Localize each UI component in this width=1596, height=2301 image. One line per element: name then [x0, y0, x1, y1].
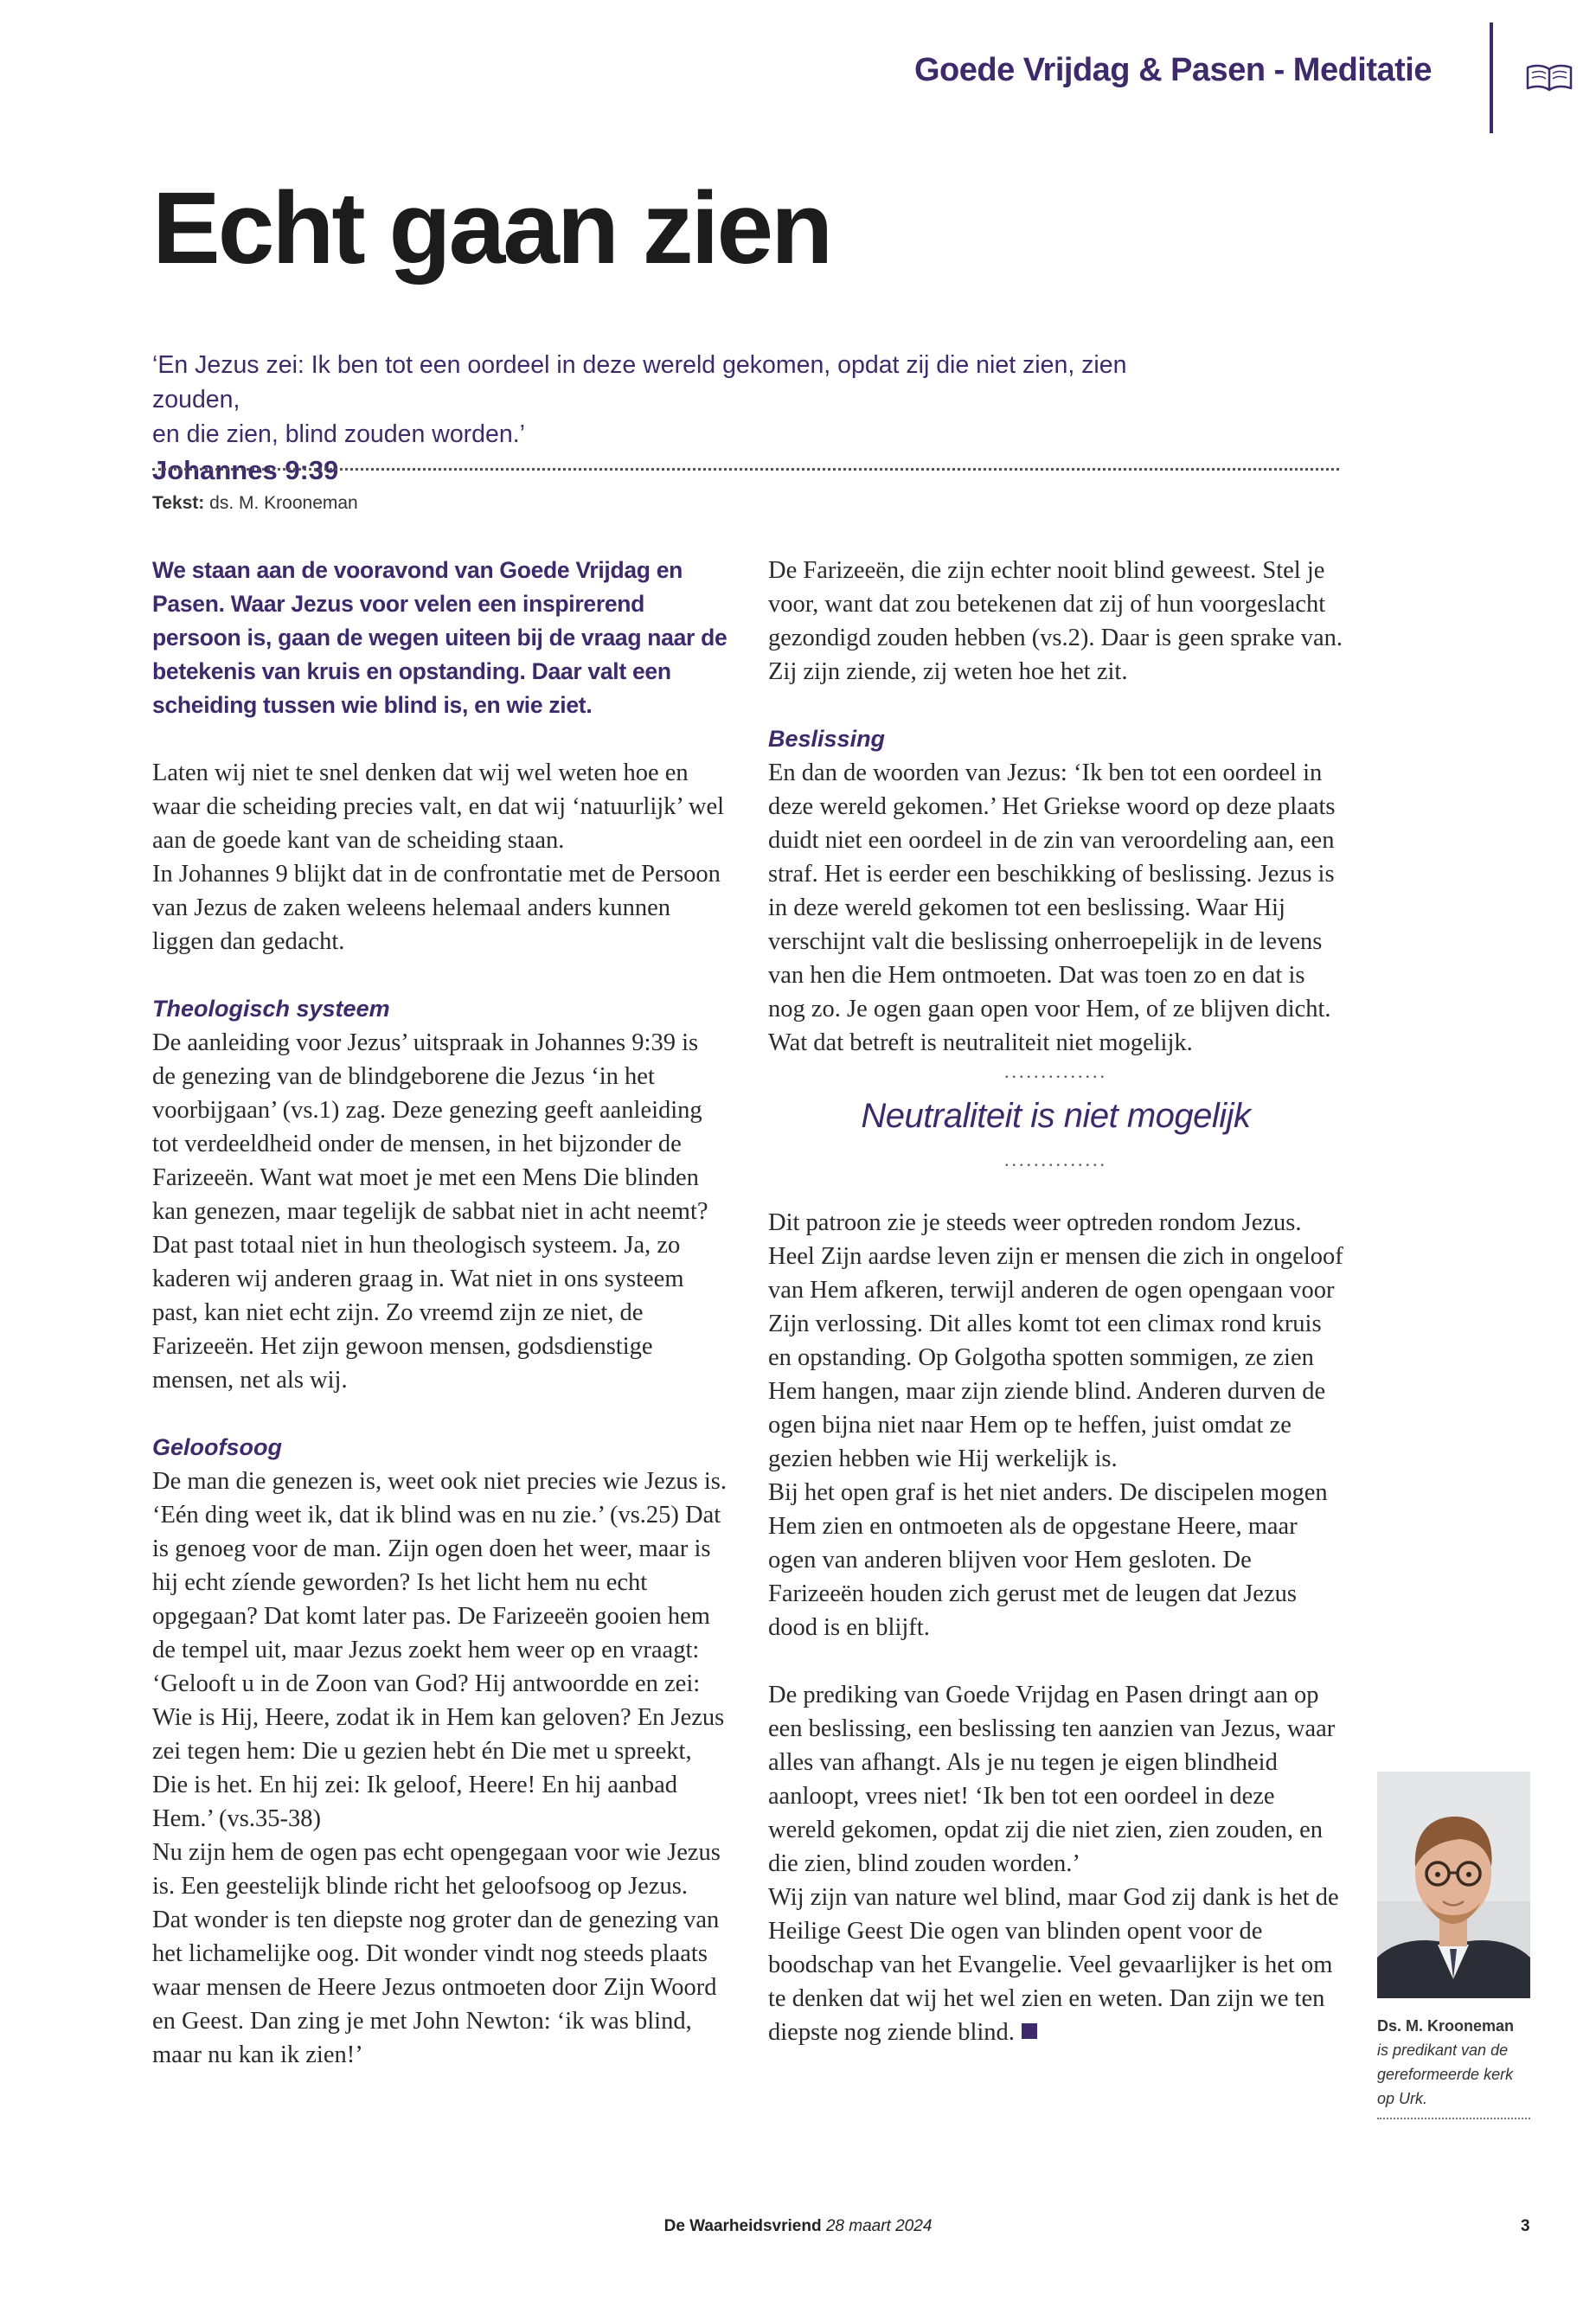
paragraph: Bij het open graf is het niet anders. De discipelen mogen Hem zien en ontmoeten als de opgestane Heere, maar ogen van anderen blijven voor Hem gesloten. De Farizeeën houden zich gerust met de leugen dat Jezus dood is en blijft. [768, 1479, 1328, 1641]
subheading-theologisch-systeem: Theologisch systeem [152, 996, 390, 1022]
paragraph: Laten wij niet te snel denken dat wij wel weten hoe en waar die scheiding precies valt, en dat wij ‘natuurlijk’ wel aan de goede kant van de scheiding staan. [152, 760, 725, 854]
paragraph: En dan de woorden van Jezus: ‘Ik ben tot een oordeel in deze wereld gekomen.’ Het Griekse woord op deze plaats duidt niet een oordeel in de zin van veroordeling aan, een straf. Het is eerder een beschikking of beslissing. Jezus is in deze wereld gekomen tot een beslissing. Waar Hij verschijnt valt die beslissing onherroepelijk in de levens van hen die Hem ontmoeten. Dat was toen zo en dat is nog zo. Je ogen gaan open voor Hem, of ze blijven dicht. Wat dat betreft is neutraliteit niet mogelijk. [768, 760, 1336, 1056]
closing-paragraph [768, 1881, 1343, 2049]
author-caption [1377, 2014, 1530, 2119]
pull-quote-dots-bottom: .............. [1004, 1149, 1107, 1170]
paragraph: In Johannes 9 blijkt dat in de confrontatie met de Persoon van Jezus de zaken weleens helemaal anders kunnen liggen dan gedacht. [152, 861, 721, 955]
verse-line-1: ‘En Jezus zei: Ik ben tot een oordeel in deze wereld gekomen, opdat zij die niet zien, zien zouden, [152, 351, 1127, 413]
byline-author: ds. M. Krooneman [209, 493, 358, 513]
page-number: 3 [1521, 2217, 1530, 2235]
end-mark-icon [1022, 2023, 1037, 2039]
verse-reference: Johannes 9:39 [152, 455, 339, 485]
author-name: Ds. M. Krooneman [1377, 2017, 1515, 2035]
publication-name: De Waarheidsvriend [663, 2217, 822, 2235]
right-column [768, 554, 1343, 2049]
paragraph: De aanleiding voor Jezus’ uitspraak in Johannes 9:39 is de genezing van de blindgeborene die Jezus ‘in het voorbijgaan’ (vs.1) zag. Deze genezing geeft aanleiding tot verdeeldheid onder de mensen, in het bijzonder de Farizeeën. Want wat moet je met een Mens Die blinden kan genezen, maar tegelijk de sabbat niet in acht neemt? Dat past totaal niet in hun theologisch systeem. Ja, zo kaderen wij anderen graag in. Wat niet in ons systeem past, kan niet echt zijn. Zo vreemd zijn ze niet, de Farizeeën. Het zijn gewoon mensen, godsdienstige mensen, net als wij. [152, 1029, 708, 1394]
paragraph: De Farizeeën, die zijn echter nooit blind geweest. Stel je voor, want dat zou betekenen dat zij of hun voorgeslacht gezondigd zouden hebben (vs.2). Daar is geen sprake van. Zij zijn ziende, zij weten hoe het zit. [768, 557, 1343, 685]
author-portrait [1377, 1772, 1530, 1998]
paragraph: Dit patroon zie je steeds weer optreden rondom Jezus. Heel Zijn aardse leven zijn er mensen die zich in ongeloof van Hem afkeren, terwijl anderen de ogen opengaan voor Zijn verlossing. Dit alles komt tot een climax rond kruis en opstanding. Op Golgotha spotten sommigen, ze zien Hem hangen, maar zijn ziende blind. Anderen durven de ogen bijna niet naar Hem op te heffen, juist omdat ze gezien hebben wie Hij werkelijk is. [768, 1209, 1343, 1472]
paragraph: Nu zijn hem de ogen pas echt opengegaan voor wie Jezus is. Een geestelijk blinde richt het geloofsoog op Jezus. Dat wonder is ten diepste nog groter dan de genezing van het lichamelijke oog. Dit wonder vindt nog steeds plaats waar mensen de Heere Jezus ontmoeten door Zijn Woord en Geest. Dan zing je met John Newton: ‘ik was blind, maar nu kan ik zien!’ [152, 1839, 721, 2068]
page-footer [0, 2217, 1596, 2236]
intro-paragraph: We staan aan de vooravond van Goede Vrijdag en Pasen. Waar Jezus voor velen een inspirerend persoon is, gaan de wegen uiteen bij de vraag naar de betekenis van kruis en opstanding. Daar valt een scheiding tussen wie blind is, en wie ziet. [152, 557, 727, 718]
subheading-geloofsoog: Geloofsoog [152, 1434, 282, 1460]
paragraph: De man die genezen is, weet ook niet precies wie Jezus is. ‘Eén ding weet ik, dat ik blind was en nu zie.’ (vs.25) Dat is genoeg voor de man. Zijn ogen doen het weer, maar is hij echt zíende geworden? Is het licht hem nu echt opgegaan? Dat komt later pas. De Farizeeën gooien hem de tempel uit, maar Jezus zoekt hem weer op en vraagt: ‘Gelooft u in de Zoon van God? Hij antwoordde en zei: Wie is Hij, Heere, zodat ik in Hem kan geloven? En Jezus zei tegen hem: Die u gezien hebt én Die met u spreekt, Die is het. En hij zei: Ik geloof, Heere! En hij aanbad Hem.’ (vs.35-38) [152, 1468, 727, 1832]
byline-label: Tekst: [152, 493, 205, 513]
byline [152, 493, 358, 514]
closing-paragraph-text: Wij zijn van nature wel blind, maar God zij dank is het de Heilige Geest Die ogen van blinden opent voor de boodschap van het Evangelie. Veel gevaarlijker is het om te denken dat wij het wel zien en weten. Dan zijn we ten diepste nog ziende blind. [768, 1884, 1339, 2046]
article-title: Echt gaan zien [152, 171, 831, 285]
publication-date: 28 maart 2024 [825, 2217, 933, 2235]
bible-verse [152, 348, 1190, 488]
header-divider [1490, 22, 1493, 133]
open-book-icon [1524, 61, 1574, 95]
section-header: Goede Vrijdag & Pasen - Meditatie [914, 52, 1432, 88]
verse-line-2: en die zien, blind zouden worden.’ [152, 420, 525, 448]
pull-quote-dots-top: .............. [1004, 1061, 1107, 1082]
dotted-divider [152, 468, 1339, 471]
pull-quote [768, 1060, 1343, 1172]
left-column [152, 554, 727, 2072]
pull-quote-text: Neutraliteit is niet mogelijk [861, 1097, 1251, 1135]
subheading-beslissing: Beslissing [768, 726, 886, 752]
author-description: is predikant van de gereformeerde kerk op Urk. [1377, 2041, 1514, 2107]
paragraph: De prediking van Goede Vrijdag en Pasen dringt aan op een beslissing, een beslissing ten aanzien van Jezus, waar alles van afhangt. Als je nu tegen je eigen blindheid aanloopt, vrees niet! ‘Ik ben tot een oordeel in deze wereld gekomen, opdat zij die niet zien, zien zouden, en die zien, blind zouden worden.’ [768, 1682, 1336, 1877]
